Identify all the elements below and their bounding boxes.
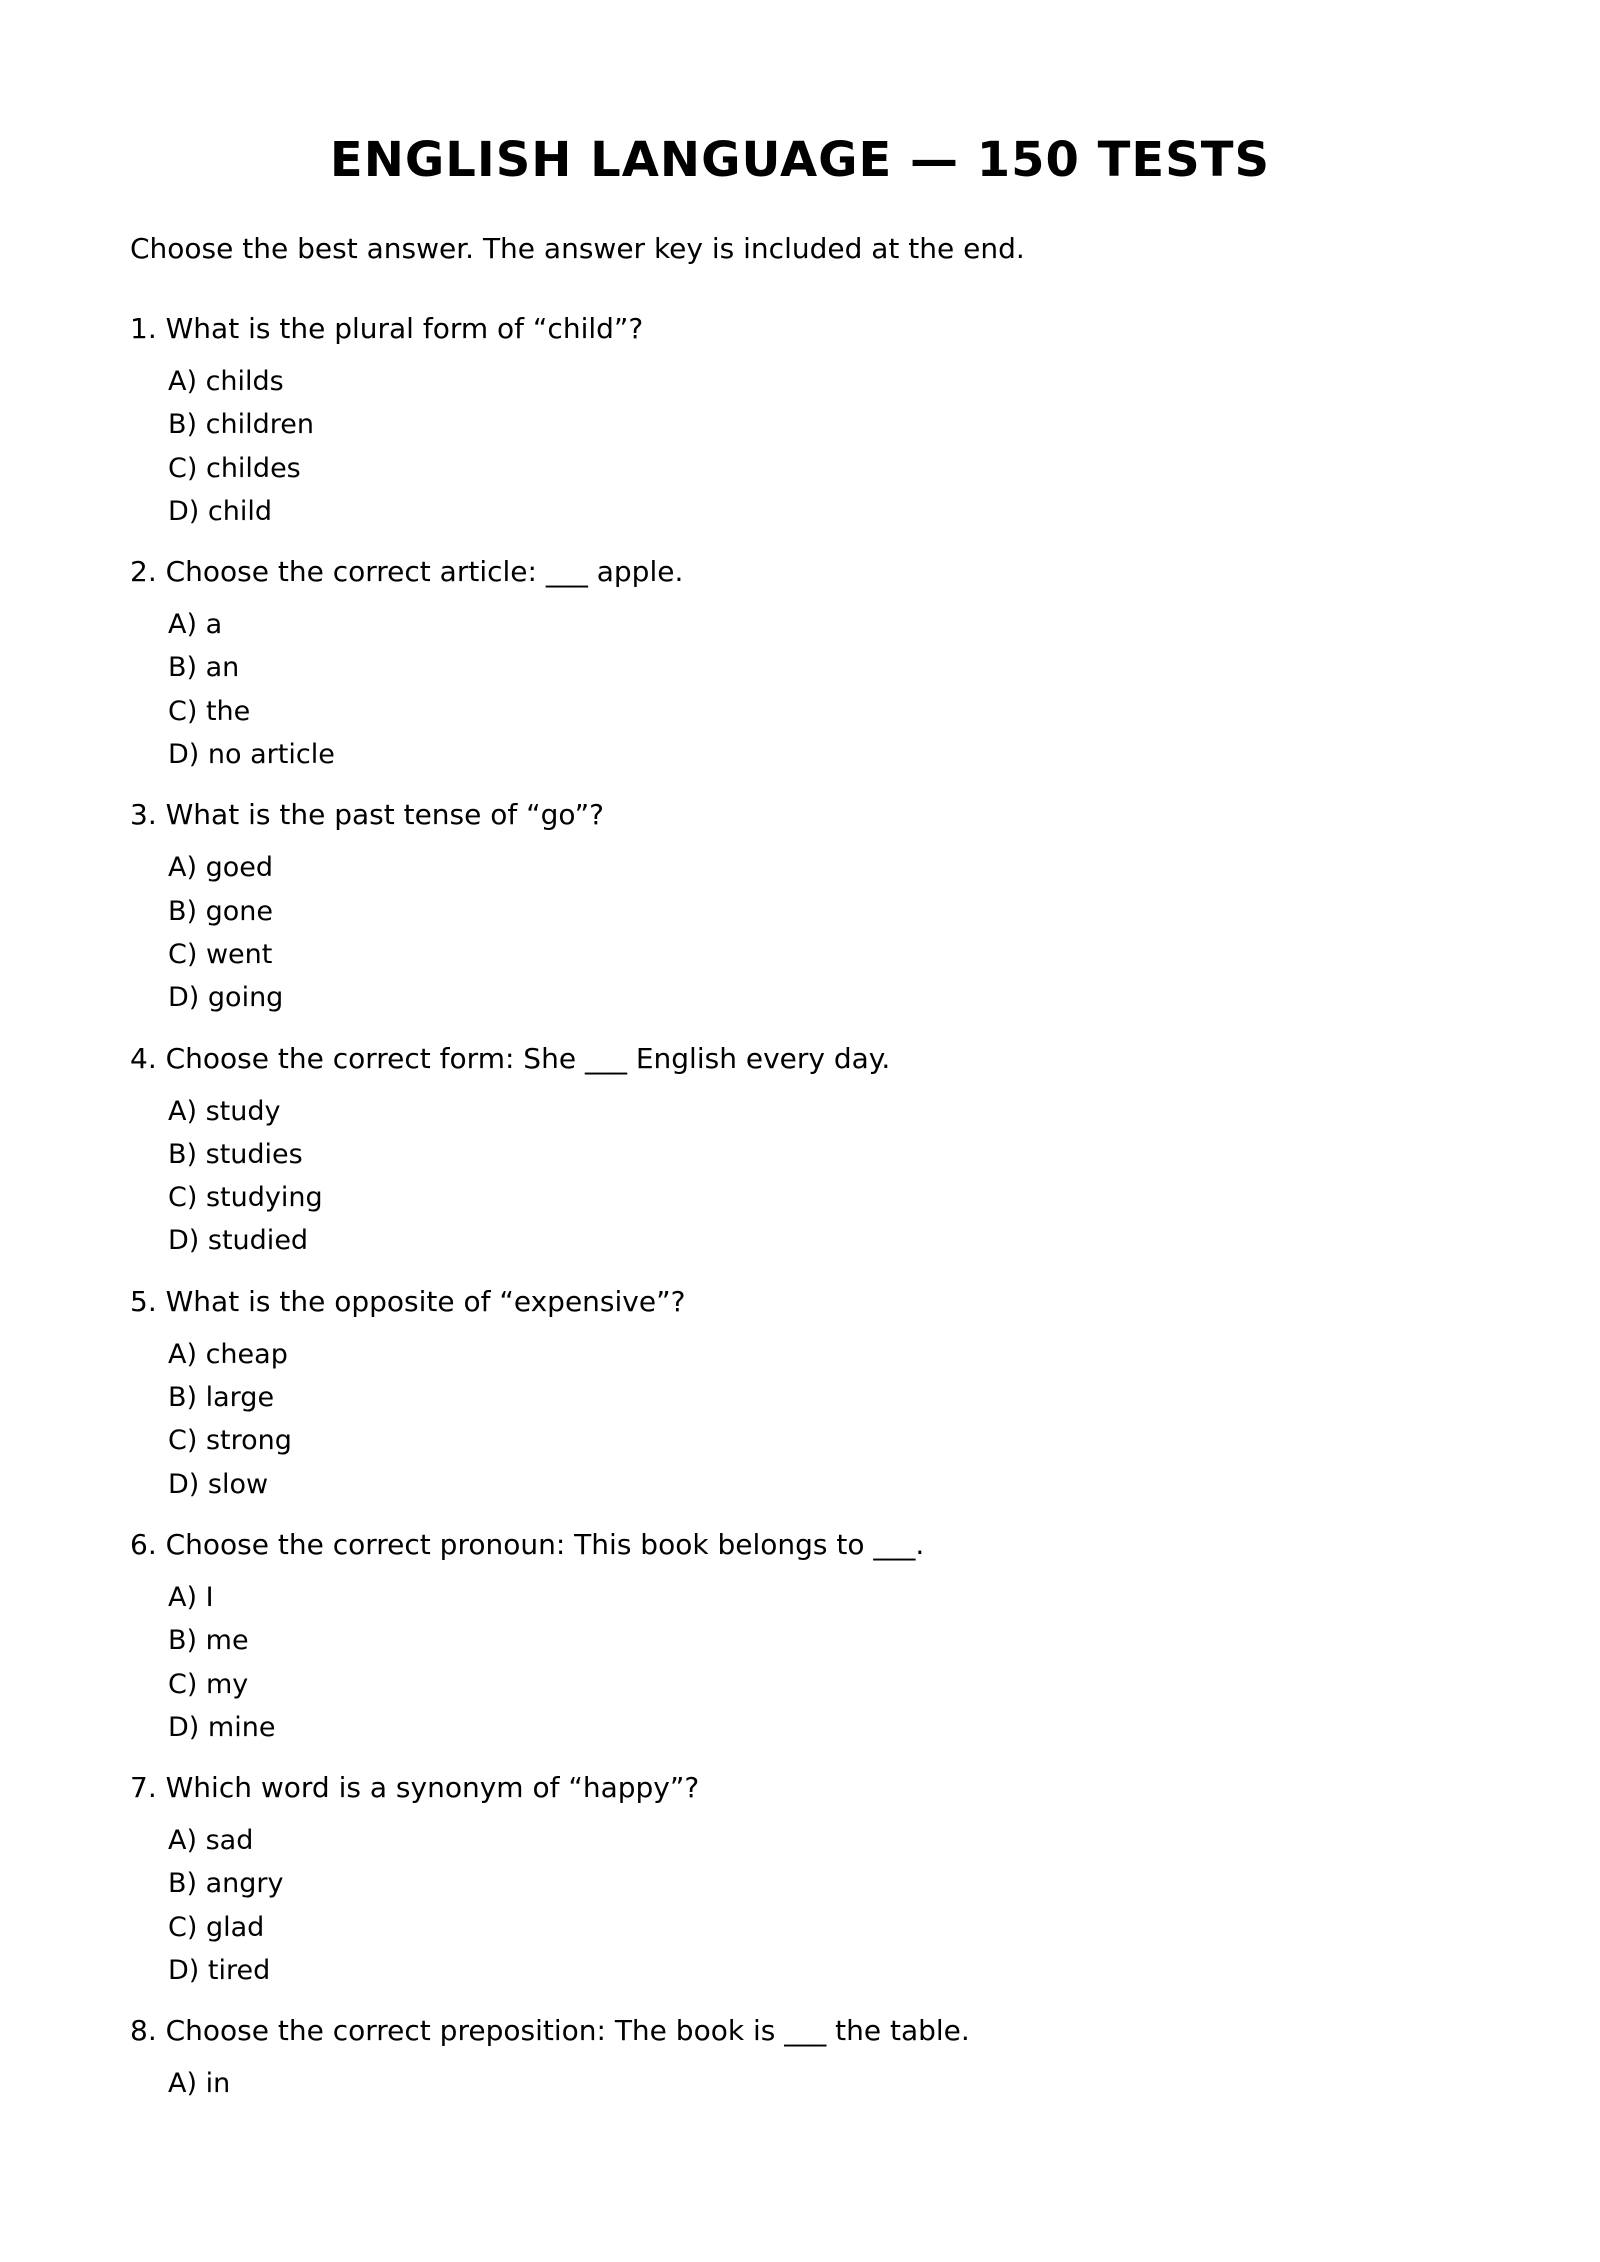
question-item xyxy=(130,310,1470,533)
option-item: C) the xyxy=(168,695,251,727)
option-item: A) I xyxy=(168,1581,214,1613)
option-list xyxy=(168,603,1470,776)
question-text: 5. What is the opposite of “expensive”? xyxy=(130,1284,686,1318)
option-item: B) me xyxy=(168,1625,249,1657)
question-text: 3. What is the past tense of “go”? xyxy=(130,798,604,832)
option-list xyxy=(168,1333,1470,1506)
option-list xyxy=(168,846,1470,1019)
question-item xyxy=(130,2012,1470,2105)
option-item: A) study xyxy=(168,1095,281,1127)
option-item: D) no article xyxy=(168,739,335,771)
question-list xyxy=(130,310,1470,2126)
option-item: B) gone xyxy=(168,895,274,927)
option-item: B) children xyxy=(168,409,314,441)
option-item: B) large xyxy=(168,1382,275,1414)
option-item: D) mine xyxy=(168,1711,276,1743)
option-item: A) in xyxy=(168,2068,231,2100)
option-item: A) childs xyxy=(168,366,284,397)
question-text: 7. Which word is a synonym of “happy”? xyxy=(130,1771,700,1805)
option-item: D) going xyxy=(168,982,284,1014)
option-item: B) an xyxy=(168,652,240,684)
option-item: D) child xyxy=(168,495,273,527)
option-item: D) studied xyxy=(168,1225,309,1257)
option-item: C) my xyxy=(168,1668,249,1700)
option-item: A) goed xyxy=(168,852,273,884)
option-item: D) tired xyxy=(168,1955,271,1987)
option-list xyxy=(168,360,1470,533)
question-text: 6. Choose the correct pronoun: This book belongs to ___. xyxy=(130,1527,925,1561)
option-list xyxy=(168,1576,1470,1749)
question-item xyxy=(130,796,1470,1019)
question-text: 4. Choose the correct form: She ___ English every day. xyxy=(130,1041,891,1075)
option-item: C) went xyxy=(168,938,273,970)
question-item xyxy=(130,1769,1470,1992)
question-text: 2. Choose the correct article: ___ apple. xyxy=(130,555,684,589)
option-item: B) studies xyxy=(168,1138,303,1170)
question-item xyxy=(130,1040,1470,1263)
option-item: A) cheap xyxy=(168,1338,288,1370)
option-item: C) strong xyxy=(168,1425,292,1457)
option-item: A) sad xyxy=(168,1825,254,1857)
option-item: C) studying xyxy=(168,1182,323,1214)
option-item: C) glad xyxy=(168,1911,265,1943)
option-list xyxy=(168,1819,1470,1992)
question-text: 8. Choose the correct preposition: The book is ___ the table. xyxy=(130,2014,970,2048)
option-item: B) angry xyxy=(168,1868,284,1900)
page-title: ENGLISH LANGUAGE — 150 TESTS xyxy=(329,132,1271,188)
option-list xyxy=(168,2062,1470,2105)
question-item xyxy=(130,1283,1470,1506)
option-item: A) a xyxy=(168,609,223,641)
instructions-text: Choose the best answer. The answer key is included at the end. xyxy=(130,232,1025,265)
question-item xyxy=(130,553,1470,776)
option-item: C) childes xyxy=(168,452,301,484)
question-text: 1. What is the plural form of “child”? xyxy=(130,312,644,345)
question-item xyxy=(130,1526,1470,1749)
option-item: D) slow xyxy=(168,1468,269,1500)
option-list xyxy=(168,1090,1470,1263)
